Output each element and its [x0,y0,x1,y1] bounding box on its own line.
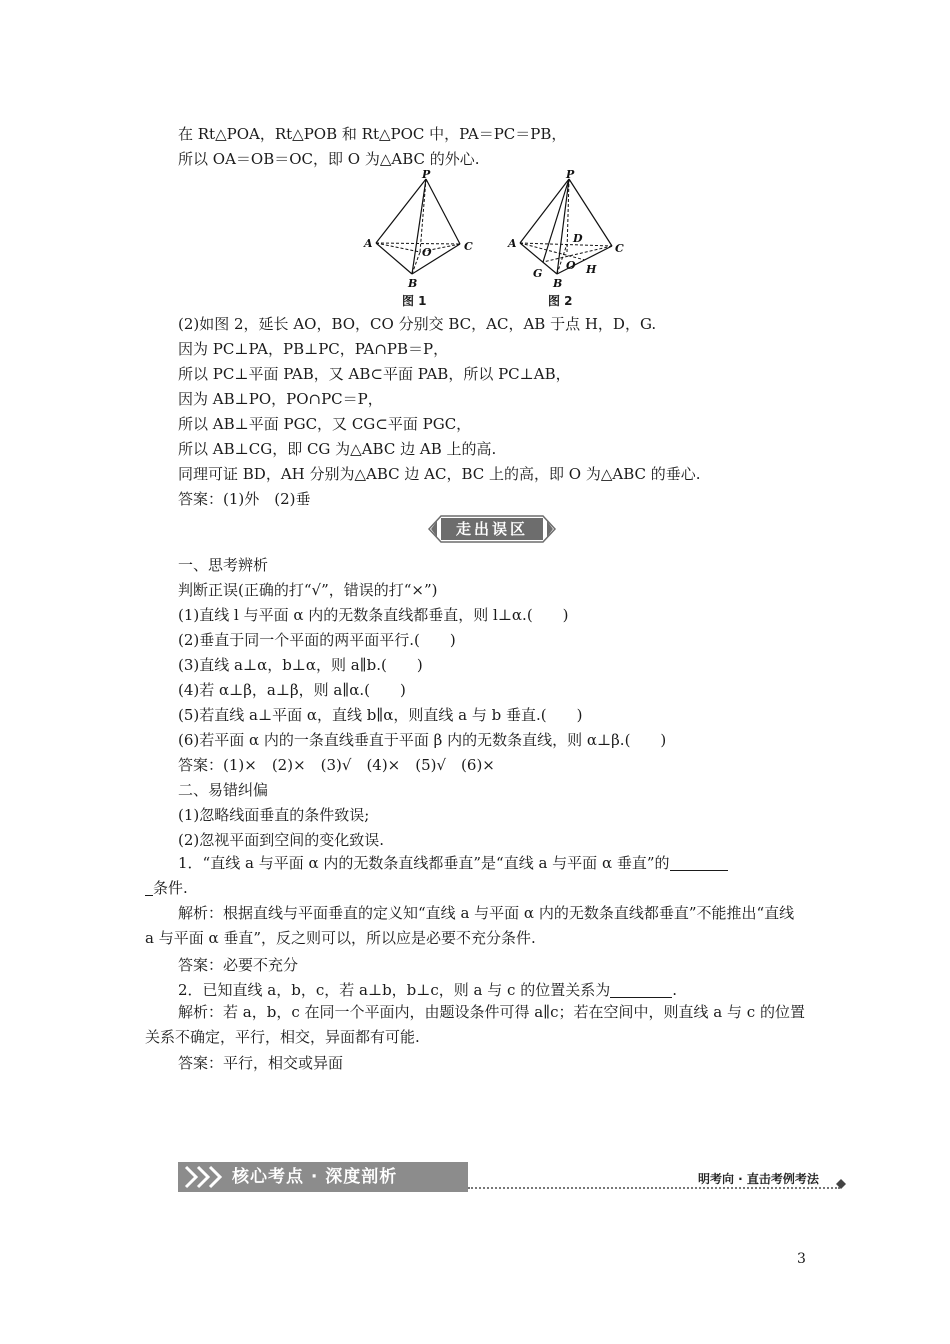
question-stem: 条件. [153,879,188,897]
answer-blank [610,981,672,998]
vertex-label: O [566,259,576,272]
figure-2-tetrahedron [505,170,635,290]
vertex-label: D [573,232,583,245]
vertex-label: C [615,242,624,255]
analysis-text: 解析：若 a，b，c 在同一个平面内，由题设条件可得 a∥c；若在空间中，则直线 a 与 c 的位置关系不确定，平行，相交，异面都有可能. [145,1003,805,1046]
question-stem: 2．已知直线 a，b，c，若 a⊥b，b⊥c，则 a 与 c 的位置关系为 [178,981,611,999]
vertex-label: B [553,277,563,290]
section-banner-2 [178,1162,850,1192]
section-banner [427,515,557,543]
text-line: (2)如图 2，延长 AO，BO，CO 分别交 BC，AC，AB 于点 H，D，G. [178,315,657,333]
vertex-label: P [566,170,575,181]
text-line: 所以 AB⊥CG，即 CG 为△ABC 边 AB 上的高. [178,440,497,458]
banner-title: 走出误区 [441,518,543,540]
vertex-label: A [508,237,517,250]
text-line: 因为 PC⊥PA，PB⊥PC，PA∩PB＝P， [178,340,449,358]
text-line: 所以 OA＝OB＝OC，即 O 为△ABC 的外心. [178,150,480,168]
question-2 [178,980,677,1000]
text-line: 判断正误(正确的打“√”，错误的打“×”) [178,581,438,599]
answer-line: 答案：(1)外 (2)垂 [178,490,311,508]
banner-subtitle: 明考向 · 直击考例考法 [698,1172,819,1186]
section-heading: 二、易错纠偏 [178,781,269,799]
question-stem: . [672,981,677,999]
section-heading: 一、思考辨析 [178,556,269,574]
figure-1-caption: 图 1 [402,294,427,308]
question-stem: 1．“直线 a 与平面 α 内的无数条直线都垂直”是“直线 a 与平面 α 垂直”的 [178,854,670,872]
text-line: 在 Rt△POA，Rt△POB 和 Rt△POC 中，PA＝PC＝PB， [178,125,567,143]
figure-1-tetrahedron [360,170,490,290]
analysis-text: 解析：根据直线与平面垂直的定义知“直线 a 与平面 α 内的无数条直线都垂直”不能推出“直线 a 与平面 α 垂直”，反之则可以，所以应是必要不充分条件. [145,904,795,947]
figure-2-caption: 图 2 [548,294,573,308]
text-line: (1)忽略线面垂直的条件致误; [178,806,370,824]
vertex-label: A [364,237,373,250]
vertex-label: P [422,170,431,181]
question-item: (6)若平面 α 内的一条直线垂直于平面 β 内的无数条直线，则 α⊥β.( ) [178,731,667,749]
answer-line: 答案：必要不充分 [178,956,299,974]
text-line: 因为 AB⊥PO，PO∩PC＝P， [178,390,383,408]
answer-line: 答案：平行，相交或异面 [178,1054,344,1072]
vertex-label: O [422,246,432,259]
text-line: 所以 PC⊥平面 PAB，又 AB⊂平面 PAB，所以 PC⊥AB， [178,365,571,383]
question-item: (3)直线 a⊥α，b⊥α，则 a∥b.( ) [178,656,423,674]
answer-line: 答案：(1)× (2)× (3)√ (4)× (5)√ (6)× [178,756,495,774]
vertex-label: H [586,263,597,276]
vertex-label: B [408,277,418,290]
question-item: (4)若 α⊥β，a⊥β，则 a∥α.( ) [178,681,406,699]
answer-blank [145,879,153,896]
question-item: (1)直线 l 与平面 α 内的无数条直线都垂直，则 l⊥α.( ) [178,606,569,624]
vertex-label: G [533,267,543,280]
vertex-label: C [464,240,473,253]
answer-blank [670,854,728,871]
question-item: (5)若直线 a⊥平面 α，直线 b∥α，则直线 a 与 b 垂直.( ) [178,706,583,724]
banner-title: 核心考点 · 深度剖析 [232,1167,398,1187]
dotted-divider [468,1187,840,1189]
question-item: (2)垂直于同一个平面的两平面平行.( ) [178,631,456,649]
question-1 [145,851,807,901]
page-number: 3 [797,1251,806,1267]
text-line: 同理可证 BD，AH 分别为△ABC 边 AC，BC 上的高，即 O 为△ABC 的垂心. [178,465,701,483]
diamond-icon [836,1179,846,1189]
text-line: 所以 AB⊥平面 PGC，又 CG⊂平面 PGC， [178,415,472,433]
text-line: (2)忽视平面到空间的变化致误. [178,831,385,849]
double-chevron-icon [182,1165,226,1189]
